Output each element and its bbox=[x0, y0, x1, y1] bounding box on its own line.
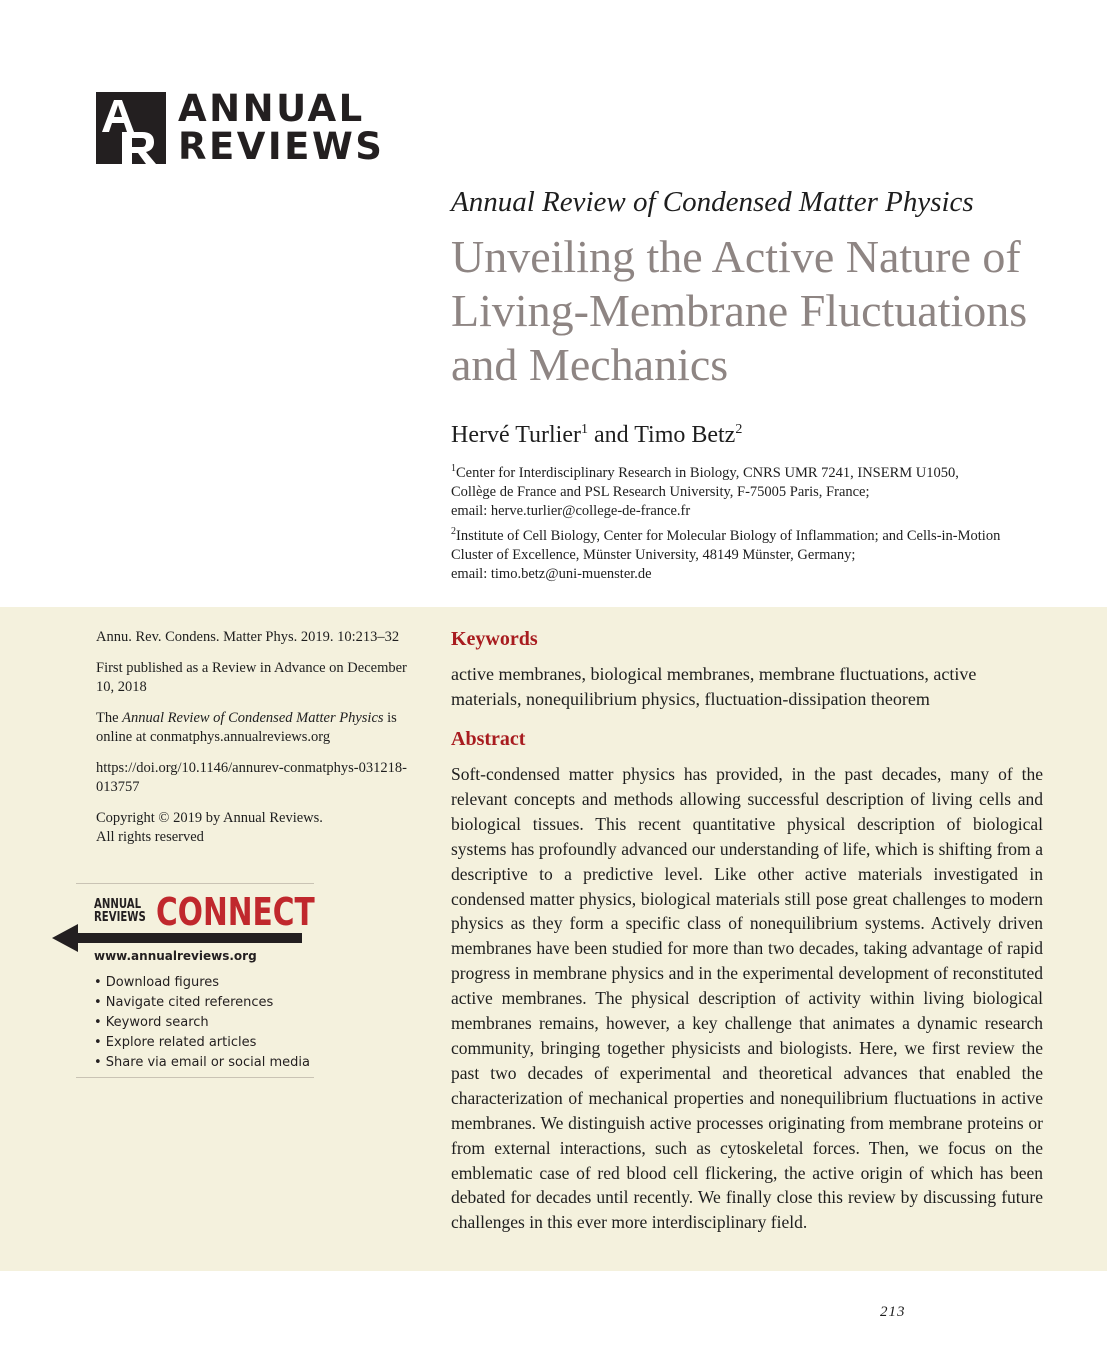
affiliation-line: Collège de France and PSL Research University, F-75005 Paris, France; bbox=[451, 484, 870, 500]
logo-word-annual: ANNUAL bbox=[178, 87, 365, 130]
page-number: 213 bbox=[880, 1304, 906, 1320]
author-name: Hervé Turlier bbox=[451, 422, 581, 448]
ar-logo-icon bbox=[96, 92, 166, 164]
author-affiliation-marker: 1 bbox=[580, 422, 588, 437]
affiliation-email: email: timo.betz@uni-muenster.de bbox=[451, 566, 652, 582]
affiliation-line: Center for Interdisciplinary Research in Biology, CNRS UMR 7241, INSERM U1050, bbox=[456, 465, 959, 481]
affiliation-email: email: herve.turlier@college-de-france.fr bbox=[451, 503, 691, 519]
list-item: • Share via email or social media bbox=[94, 1055, 310, 1070]
connect-ar-wordmark bbox=[94, 898, 146, 924]
annual-reviews-logo bbox=[96, 87, 385, 168]
connect-ar-line1: ANNUAL bbox=[94, 897, 142, 912]
list-item: • Explore related articles bbox=[94, 1035, 257, 1050]
author-name: Timo Betz bbox=[634, 422, 736, 448]
logo-word-reviews: REVIEWS bbox=[178, 125, 385, 168]
connect-ar-line2: REVIEWS bbox=[94, 910, 146, 925]
citation: Annu. Rev. Condens. Matter Phys. 2019. 10:213–32 bbox=[96, 629, 400, 645]
online-journal-name: Annual Review of Condensed Matter Physics bbox=[122, 710, 384, 726]
keywords-text: active membranes, biological membranes, membrane fluctuations, active materials, nonequilibrium physics, fluctuation-dissipation theorem bbox=[451, 664, 977, 709]
connect-title: CONNECT bbox=[156, 890, 315, 934]
affiliation-line: Cluster of Excellence, Münster University, 48149 Münster, Germany; bbox=[451, 547, 856, 563]
affiliation-line: Institute of Cell Biology, Center for Molecular Biology of Inflammation; and Cells-in-Motion bbox=[456, 528, 1001, 544]
affiliation-2 bbox=[451, 527, 1071, 584]
abstract-heading: Abstract bbox=[451, 728, 526, 750]
journal-name: Annual Review of Condensed Matter Physics bbox=[451, 186, 974, 218]
list-item: • Navigate cited references bbox=[94, 995, 274, 1010]
author-separator: and bbox=[587, 422, 635, 448]
affiliation-1 bbox=[451, 464, 1071, 521]
affiliation-number: 2 bbox=[451, 526, 456, 538]
author-affiliation-marker: 2 bbox=[735, 422, 743, 437]
doi-link[interactable]: https://doi.org/10.1146/annurev-conmatphys-031218-013757 bbox=[96, 760, 407, 795]
connect-url[interactable]: www.annualreviews.org bbox=[94, 949, 257, 963]
abstract-text: Soft-condensed matter physics has provided, in the past decades, many of the relevant concepts and methods allowing successful description of living cells and biological tissues. This recent quantitative physical description of biological systems has profoundly advanced our understanding of life, which is shifting from a descriptive to a predictive level. Like other active materials investigated in condensed matter physics, biological materials still pose great challenges to modern physics as they form a specific class of nonequilibrium systems. Actively driven membranes have been studied for more than two decades, taking advantage of rapid progress in membrane physics and in the experimental development of reconstituted active membranes. The physical description of activity within living biological membranes remains, however, a key challenge that animates a dynamic research community, bringing together physicists and biologists. Here, we first review the past two decades of experimental and theoretical advances that enabled the characterization of mechanical properties and nonequilibrium fluctuations in active membranes. We distinguish active processes originating from membrane proteins or from external interactions, such as cytoskeletal forces. Then, we focus on the emblematic case of red blood cell flickering, the active origin of which has been debated for decades until recently. We finally close this review by discussing future challenges in this ever more interdisciplinary field. bbox=[451, 764, 1043, 1233]
article-title: Unveiling the Active Nature of Living-Membrane Fluctuations and Mechanics bbox=[451, 231, 1028, 390]
first-published: First published as a Review in Advance on December 10, 2018 bbox=[96, 660, 407, 695]
online-info bbox=[96, 709, 426, 747]
affiliation-number: 1 bbox=[451, 463, 456, 475]
authors bbox=[451, 422, 742, 449]
online-info-pre: The bbox=[96, 710, 123, 726]
copyright bbox=[96, 809, 426, 847]
list-item: • Download figures bbox=[94, 975, 220, 990]
copyright-line: Copyright © 2019 by Annual Reviews. bbox=[96, 810, 323, 826]
article-info-sidebar bbox=[96, 628, 426, 847]
rights-line: All rights reserved bbox=[96, 829, 204, 845]
list-item: • Keyword search bbox=[94, 1015, 209, 1030]
connect-feature-list bbox=[94, 973, 310, 1073]
annual-reviews-connect-box bbox=[76, 883, 314, 1078]
online-info-post: is online at conmatphys.annualreviews.org bbox=[96, 710, 397, 745]
keywords-heading: Keywords bbox=[451, 628, 538, 650]
logo-wordmark bbox=[178, 87, 385, 168]
